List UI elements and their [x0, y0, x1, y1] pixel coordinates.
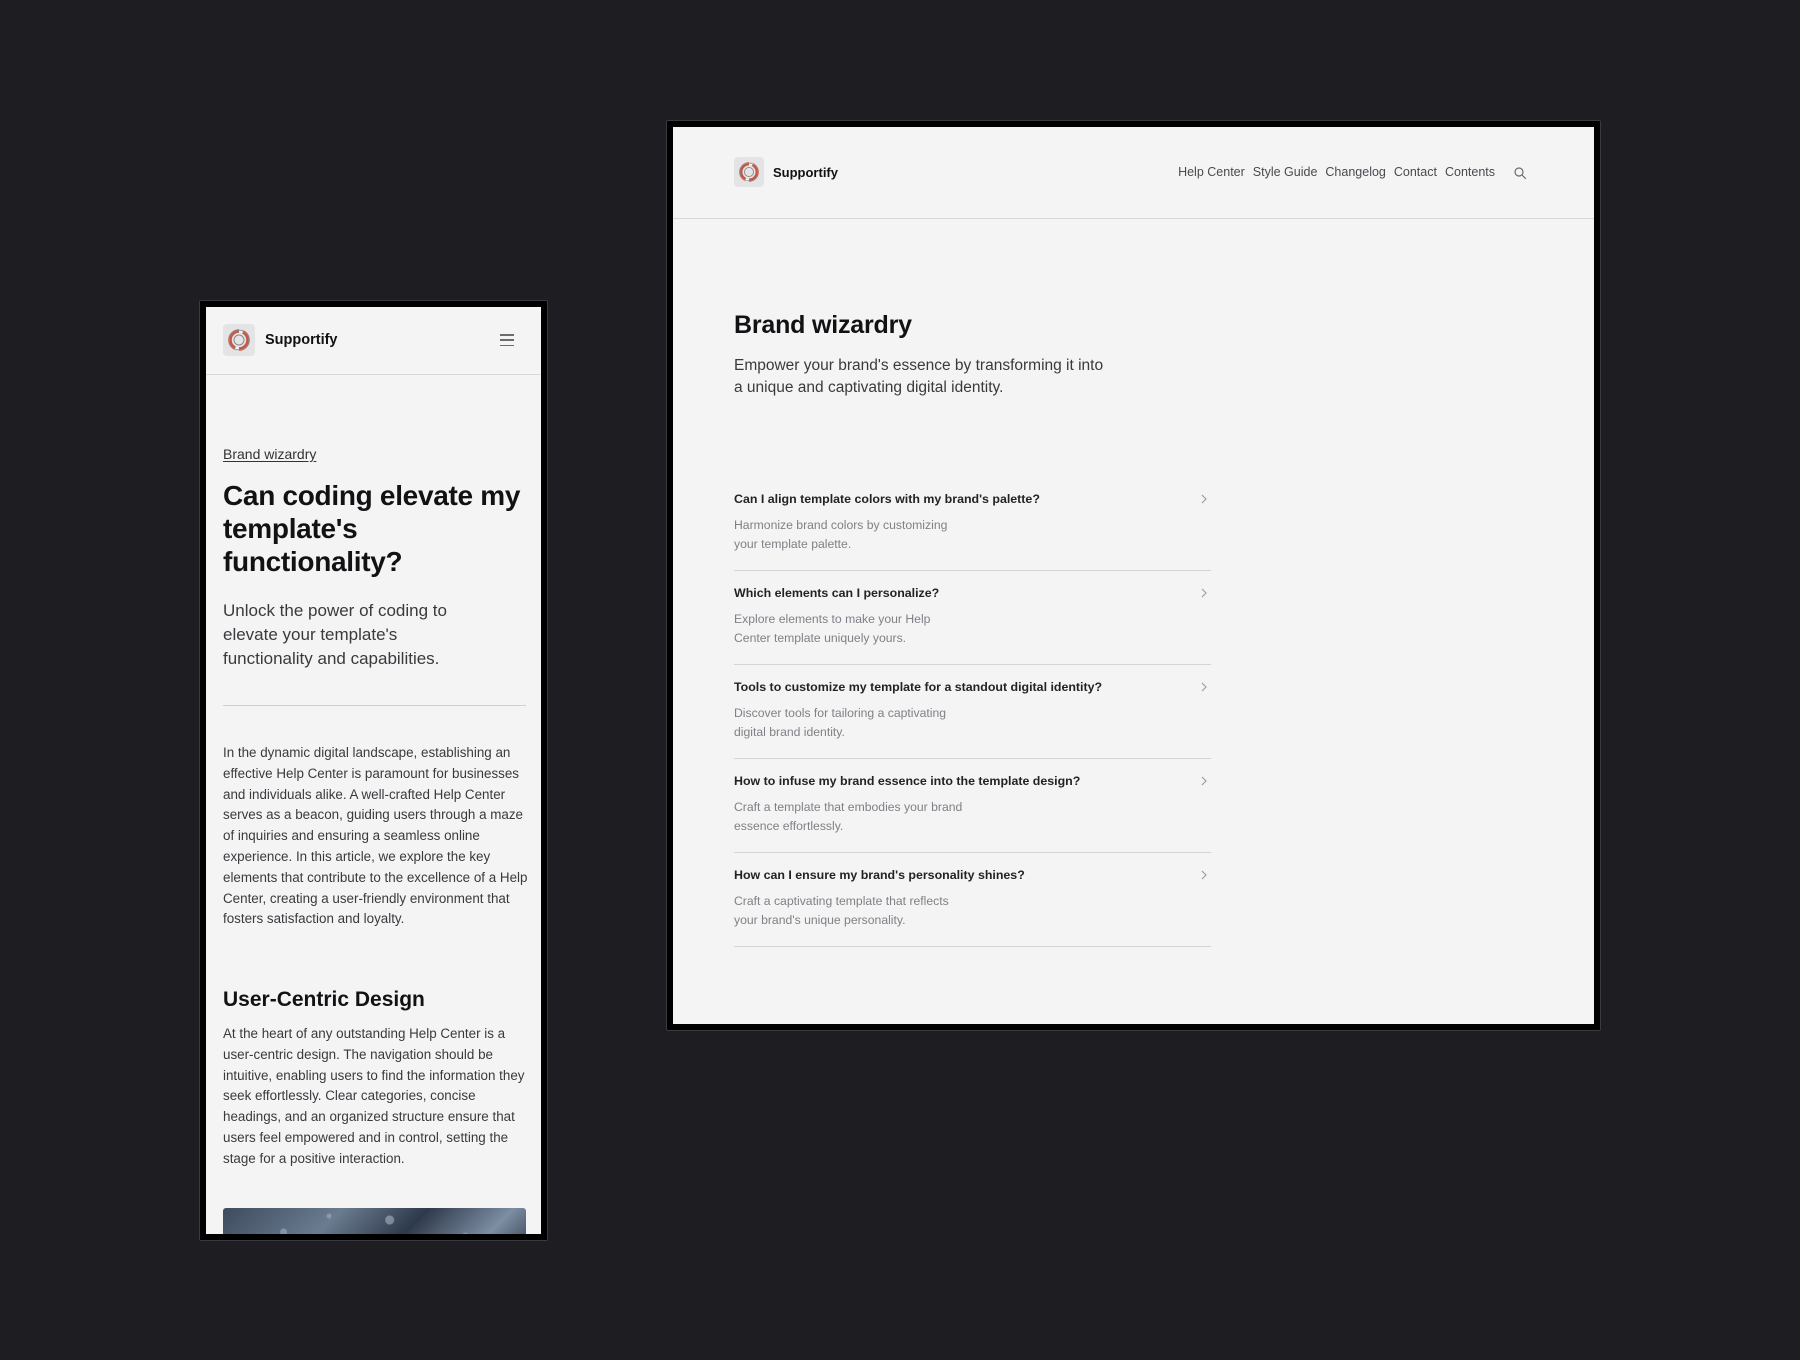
lifebuoy-icon: [228, 329, 250, 351]
article-paragraph: At the heart of any outstanding Help Center is a user-centric design. The navigation should be intuitive, enabling users to find the information they seek effortlessly. Clear categories, concise headings, and an organized structure ensure that users feel empowered and in control, setting the stage for a positive interaction.: [223, 1026, 525, 1166]
chevron-right-icon: [1199, 681, 1209, 693]
faq-answer: Discover tools for tailoring a captivating digital brand identity.: [734, 706, 947, 739]
faq-question: Which elements can I personalize?: [734, 586, 940, 600]
faq-question: Tools to customize my template for a standout digital identity?: [734, 680, 1103, 694]
logo[interactable]: [734, 157, 764, 187]
page-lead: Empower your brand's essence by transforming it into a unique and captivating digital identity.: [734, 357, 1104, 396]
faq-item[interactable]: [734, 759, 1211, 853]
divider: [223, 705, 526, 706]
chevron-right-icon: [1199, 493, 1209, 505]
mobile-device-frame: [199, 300, 548, 1241]
desktop-header: [673, 127, 1594, 219]
nav-style-guide[interactable]: Style Guide: [1252, 165, 1318, 179]
nav-contact[interactable]: Contact: [1393, 165, 1437, 179]
search-icon[interactable]: [1513, 166, 1527, 180]
faq-item[interactable]: [734, 853, 1211, 947]
faq-answer: Harmonize brand colors by customizing your template palette.: [734, 518, 948, 551]
brand-name[interactable]: Supportify: [265, 332, 338, 348]
faq-question: Can I align template colors with my brand's palette?: [734, 492, 1040, 506]
faq-item[interactable]: [734, 665, 1211, 759]
faq-answer: Explore elements to make your Help Center template uniquely yours.: [734, 612, 931, 645]
hamburger-icon[interactable]: [500, 334, 514, 346]
logo[interactable]: [223, 324, 255, 356]
faq-question: How to infuse my brand essence into the template design?: [734, 774, 1081, 788]
mobile-header: [206, 307, 541, 375]
desktop-screen: [673, 127, 1594, 1024]
chevron-right-icon: [1199, 587, 1209, 599]
section-heading: User-Centric Design: [223, 988, 425, 1011]
page-title: Brand wizardry: [734, 311, 912, 339]
faq-answer: Craft a captivating template that reflects your brand's unique personality.: [734, 894, 949, 927]
lifebuoy-icon: [739, 162, 759, 182]
top-nav: [1178, 165, 1495, 179]
chevron-right-icon: [1199, 869, 1209, 881]
faq-item[interactable]: [734, 477, 1211, 571]
desktop-device-frame: [666, 120, 1601, 1031]
breadcrumb-link[interactable]: Brand wizardry: [223, 446, 317, 462]
faq-answer: Craft a template that embodies your brand essence effortlessly.: [734, 800, 963, 833]
mobile-screen: [206, 307, 541, 1234]
faq-list: [734, 477, 1211, 947]
article-image: [223, 1208, 526, 1234]
article-paragraph: In the dynamic digital landscape, establishing an effective Help Center is paramount for businesses and individuals alike. A well-crafted Help Center serves as a beacon, guiding users through a maze of inquiries and ensuring a seamless online experience. In this article, we explore the key elements that contribute to the excellence of a Help Center, creating a user-friendly environment that fosters satisfaction and loyalty.: [223, 745, 528, 927]
nav-help-center[interactable]: Help Center: [1178, 165, 1245, 179]
chevron-right-icon: [1199, 775, 1209, 787]
brand-name[interactable]: Supportify: [773, 165, 838, 180]
faq-item[interactable]: [734, 571, 1211, 665]
article-lead: Unlock the power of coding to elevate your template's functionality and capabilities.: [223, 601, 447, 668]
article-title: Can coding elevate my template's functionality?: [223, 480, 521, 577]
faq-question: How can I ensure my brand's personality shines?: [734, 868, 1025, 882]
nav-contents[interactable]: Contents: [1444, 165, 1495, 179]
nav-changelog[interactable]: Changelog: [1325, 165, 1386, 179]
